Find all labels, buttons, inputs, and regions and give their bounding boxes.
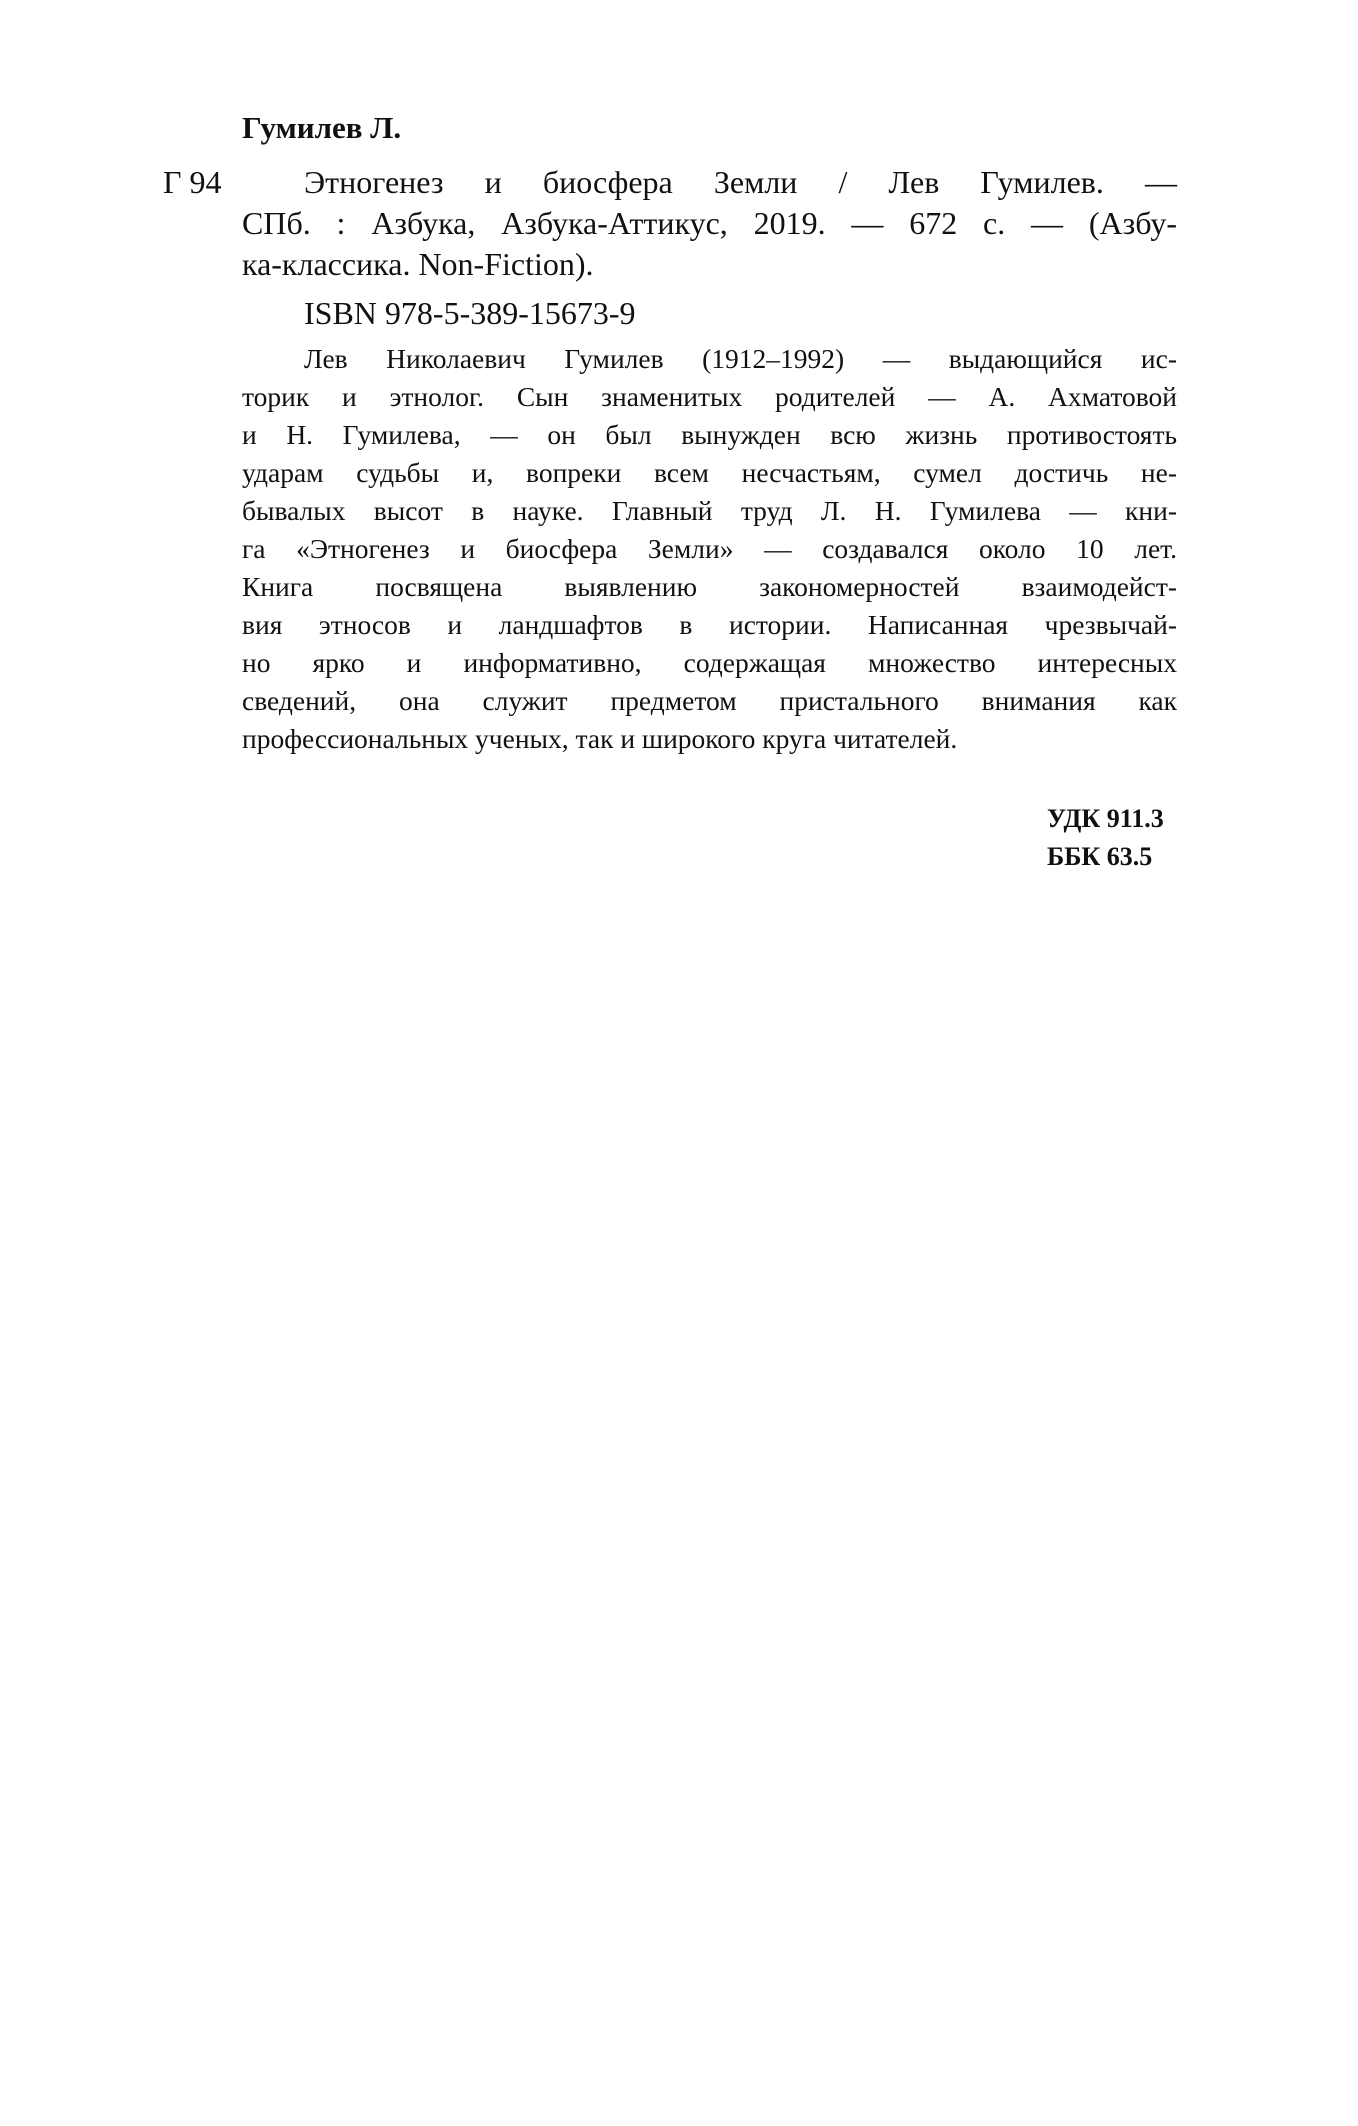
- catalog-index: Г 94: [163, 164, 222, 200]
- udk-code: УДК 911.3: [1047, 804, 1164, 833]
- annotation-line: ударам судьбы и, вопреки всем несчастьям, сумел достичь не-: [242, 457, 1177, 488]
- bibliographic-description: [242, 162, 1177, 285]
- bibliographic-line: Этногенез и биосфера Земли / Лев Гумилев. —: [304, 164, 1177, 200]
- annotation-paragraph: [242, 340, 1177, 758]
- annotation-line: сведений, она служит предметом пристального внимания как: [242, 685, 1177, 716]
- annotation-line: Лев Николаевич Гумилев (1912–1992) — выдающийся ис-: [304, 343, 1177, 374]
- annotation-line: торик и этнолог. Сын знаменитых родителей — А. Ахматовой: [242, 381, 1177, 412]
- isbn-number: ISBN 978-5-389-15673-9: [304, 295, 636, 331]
- annotation-line: профессиональных ученых, так и широкого круга читателей.: [242, 723, 958, 754]
- annotation-line: вия этносов и ландшафтов в истории. Написанная чрезвычай-: [242, 609, 1177, 640]
- annotation-line: бывалых высот в науке. Главный труд Л. Н. Гумилева — кни-: [242, 495, 1177, 526]
- annotation-line: Книга посвящена выявлению закономерностей взаимодейст-: [242, 571, 1177, 602]
- bibliographic-line: СПб. : Азбука, Азбука-Аттикус, 2019. — 672 с. — (Азбу-: [242, 205, 1177, 241]
- bbk-code: ББК 63.5: [1047, 842, 1153, 871]
- annotation-line: га «Этногенез и биосфера Земли» — создавался около 10 лет.: [242, 533, 1177, 564]
- annotation-line: но ярко и информативно, содержащая множество интересных: [242, 647, 1177, 678]
- classification-codes: [1047, 800, 1164, 876]
- annotation-line: и Н. Гумилева, — он был вынужден всю жизнь противостоять: [242, 419, 1177, 450]
- bibliographic-line: ка-классика. Non-Fiction).: [242, 246, 594, 282]
- author-heading: Гумилев Л.: [242, 110, 402, 145]
